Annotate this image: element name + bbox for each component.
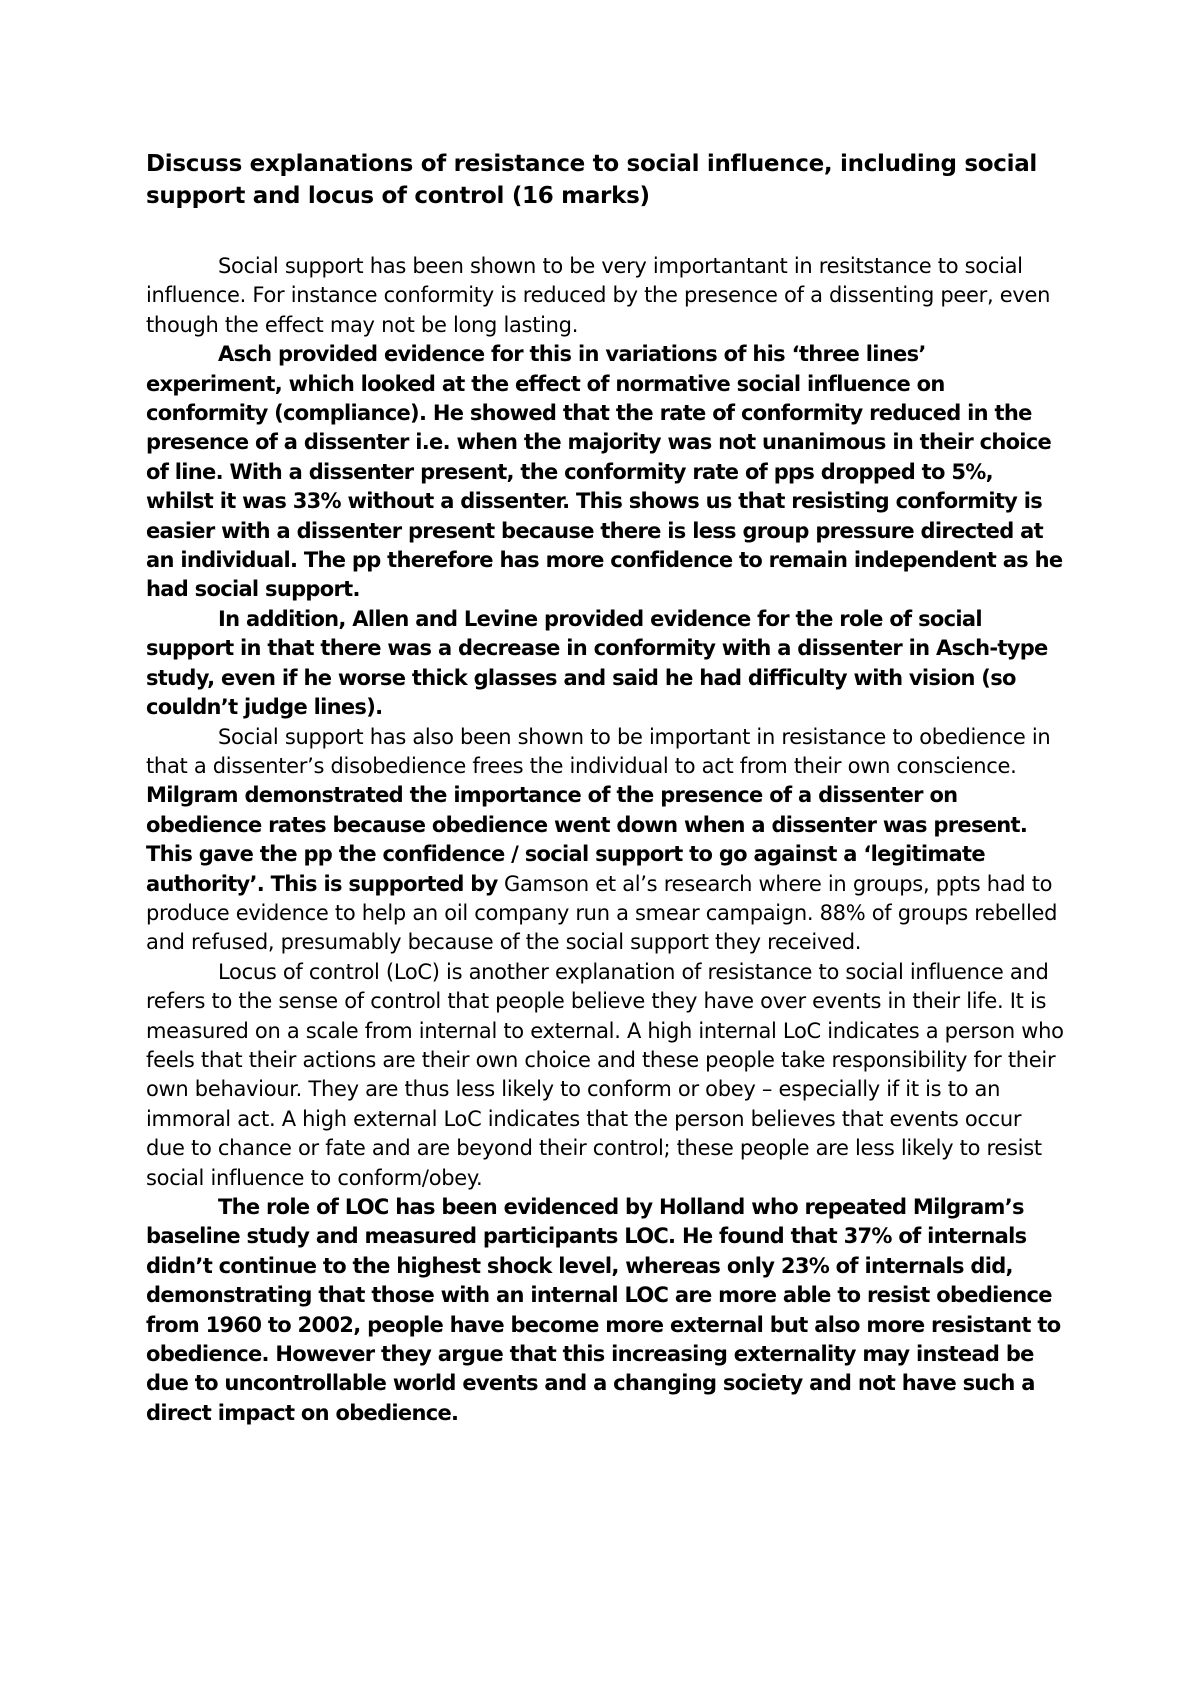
paragraph-social-support-intro [146,252,1064,340]
paragraph-locus-of-control [146,958,1064,1193]
document-body [146,148,1064,1428]
paragraph-text: Locus of control (LoC) is another explanation of resistance to social influence and refers to the sense of control that people believe they have over events in their life. It is measured on a scale from internal to external. A high internal LoC indicates a person who feels that their actions are their own choice and these people take responsibility for their own behaviour. They are thus less likely to conform or obey – especially if it is to an immoral act. A high external LoC indicates that the person believes that events occur due to chance or fate and are beyond their control; these people are less likely to resist social influence to conform/obey. [146,959,1064,1190]
paragraph-text-bold: The role of LOC has been evidenced by Holland who repeated Milgram’s baseline study and measured participants LOC. He found that 37% of internals didn’t continue to the highest shock level, whereas only 23% of internals did, demonstrating that those with an internal LOC are more able to resist obedience from 1960 to 2002, people have become more external but also more resistant to obedience. However they argue that this increasing externality may instead be due to uncontrollable world events and a changing society and not have such a direct impact on obedience. [146,1195,1061,1425]
paragraph-allen-levine [146,605,1064,723]
paragraph-text-bold: Asch provided evidence for this in variations of his ‘three lines’ experiment, which looked at the effect of normative social influence on conformity (compliance). He showed that the rate of conformity reduced in the presence of a dissenter i.e. when the majority was not unanimous in their choice of line. With a dissenter present, the conformity rate of pps dropped to 5%, whilst it was 33% without a dissenter. This shows us that resisting conformity is easier with a dissenter present because there is less group pressure directed at an individual. The pp therefore has more confidence to remain independent as he had social support. [146,342,1063,602]
essay-title: Discuss explanations of resistance to social influence, including social support and locus of control (16 marks) [146,151,1038,209]
paragraph-holland-evidence [146,1193,1064,1428]
paragraph-text-bold: In addition, Allen and Levine provided evidence for the role of social support in that there was a decrease in conformity with a dissenter in Asch-type study, even if he worse thick glasses and said he had difficulty with vision (so couldn’t judge lines). [146,606,1048,720]
paragraph-text: Social support has been shown to be very importantant in resitstance to social influence. For instance conformity is reduced by the presence of a dissenting peer, even though the effect may not be long lasting. [146,254,1051,337]
paragraph-obedience-support [146,723,1064,958]
paragraph-asch-evidence [146,340,1064,605]
paragraph-text-bold: Milgram demonstrated the importance of the presence of a dissenter on obedience rates because obedience went down when a dissenter was present. This gave the pp the confidence / social support to go against a ‘legitimate authority’. This is supported by [146,783,1028,896]
paragraph-text: Social support has also been shown to be important in resistance to obedience in that a dissenter’s disobedience frees the individual to act from their own conscience. [146,724,1051,778]
paragraph-text: Gamson et al’s research where in groups, ppts had to produce evidence to help an oil company run a smear campaign. 88% of groups rebelled and refused, presumably because of the social support they received. [146,871,1058,955]
